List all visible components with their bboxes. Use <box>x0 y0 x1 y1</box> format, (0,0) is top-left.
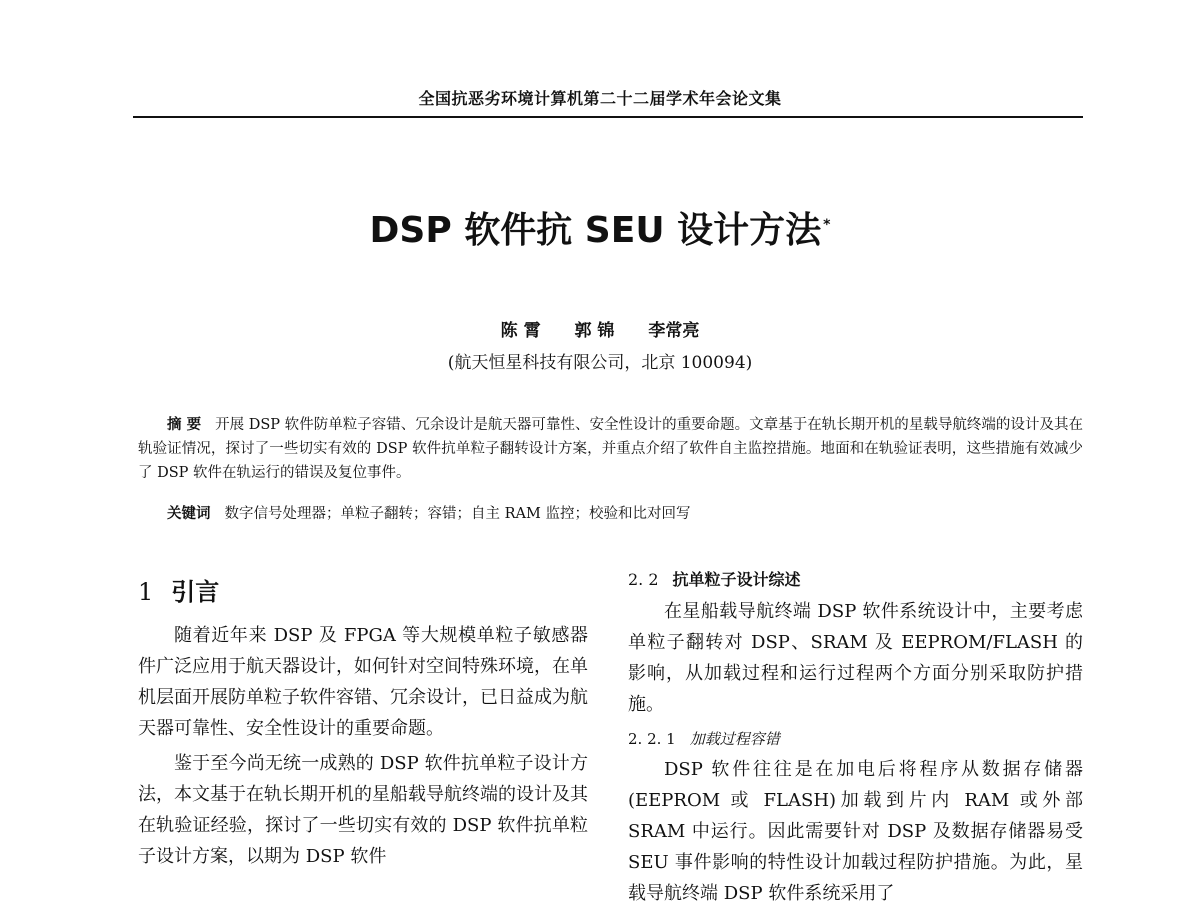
paper-title-text: DSP 软件抗 SEU 设计方法 <box>369 210 822 251</box>
section-1-number: 1 <box>138 578 154 606</box>
right-column <box>628 568 1083 913</box>
author-2: 郭 锦 <box>574 321 615 341</box>
running-header: 全国抗恶劣环境计算机第二十二届学术年会论文集 <box>418 89 782 108</box>
section-1-paragraph-1: 随着近年来 DSP 及 FPGA 等大规模单粒子敏感器件广泛应用于航天器设计，如何针对空间特殊环境，在单机层面开展防单粒子软件容错、冗余设计，已日益成为航天器可靠性、安全性设计的重要命题。 <box>138 625 588 739</box>
left-column <box>138 574 588 876</box>
abstract-text: 开展 DSP 软件防单粒子容错、冗余设计是航天器可靠性、安全性设计的重要命题。文章基于在轨长期开机的星载导航终端的设计及其在轨验证情况，探讨了一些切实有效的 DSP 软件抗单粒子翻转设计方案，并重点介绍了软件自主监控措施。地面和在轨验证表明，这些措施有效减少了 DSP 软件在轨运行的错误及复位事件。 <box>138 417 1083 481</box>
section-2-2-number: 2. 2 <box>628 570 659 589</box>
section-2-2-paragraph: 在星船载导航终端 DSP 软件系统设计中，主要考虑单粒子翻转对 DSP、SRAM 及 EEPROM/FLASH 的影响，从加载过程和运行过程两个方面分别采取防护措施。 <box>628 601 1083 715</box>
abstract-label: 摘 要 <box>167 417 202 433</box>
paper-title <box>0 202 1200 253</box>
section-2-2-heading <box>628 568 1083 592</box>
affiliation: (航天恒星科技有限公司，北京 100094) <box>447 353 753 373</box>
author-3: 李常亮 <box>648 321 700 341</box>
author-1: 陈 霄 <box>500 321 541 341</box>
section-2-2-title: 抗单粒子设计综述 <box>672 570 801 589</box>
keywords-label: 关键词 <box>167 506 211 522</box>
section-1-paragraph-2: 鉴于至今尚无统一成熟的 DSP 软件抗单粒子设计方法，本文基于在轨长期开机的星船载导航终端的设计及其在轨验证经验，探讨了一些切实有效的 DSP 软件抗单粒子设计方案，以期为 DSP 软件 <box>138 753 588 867</box>
title-footnote-mark: * <box>823 217 831 233</box>
section-2-2-1-paragraph: DSP 软件往往是在加电后将程序从数据存储器(EEPROM 或 FLASH)加载到片内 RAM 或外部 SRAM 中运行。因此需要针对 DSP 及数据存储器易受 SEU 事件影响的特性设计加载过程防护措施。为此，星载导航终端 DSP 软件系统采用了 <box>628 759 1083 904</box>
abstract <box>138 413 1083 485</box>
section-1-heading <box>138 574 588 610</box>
section-2-2-1-title: 加载过程容错 <box>689 730 780 748</box>
keywords-text: 数字信号处理器；单粒子翻转；容错；自主 RAM 监控；校验和比对回写 <box>224 506 691 522</box>
section-1-title: 引言 <box>171 578 220 606</box>
author-list <box>0 316 1200 341</box>
section-2-2-1-number: 2. 2. 1 <box>628 730 676 748</box>
section-2-2-1-heading <box>628 724 1083 754</box>
header-rule <box>133 116 1083 118</box>
keywords <box>138 502 1083 526</box>
